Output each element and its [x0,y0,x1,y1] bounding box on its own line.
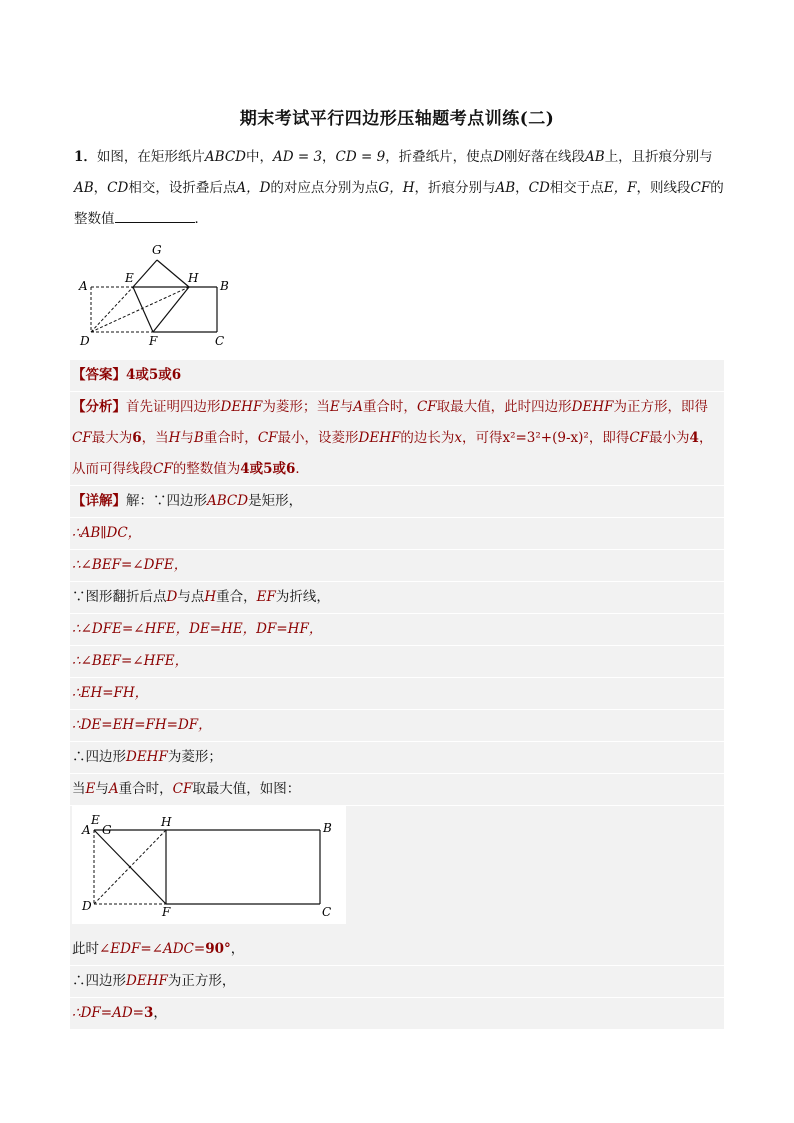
segment-eg [133,260,157,287]
analysis-equation: x²=3²+(9-x)² [502,430,589,446]
label-d: D [82,899,92,913]
segment-hf [153,287,189,332]
label-b: B [220,279,229,293]
detail-line-0: 【详解】解：∵四边形ABCD是矩形， [70,486,724,518]
label-b: B [323,821,332,835]
answer-line [70,360,724,392]
question-1: 1．如图，在矩形纸片ABCD中，AD = 3，CD = 9，折叠纸片，使点D刚好落在线段AB上，且折痕分别与AB，CD相交，设折叠后点A，D的对应点分别为点G，H，折痕分别与AB，CD相交于点E，F，则线段CF的整数值 ． [74,149,724,227]
label-g: G [102,823,112,837]
detail-tag: 【详解】 [72,493,126,509]
detail-line-8: ∴四边形DEHF为菱形； [70,742,724,774]
label-c: C [322,905,332,919]
detail-line-9: 当E与A重合时，CF取最大值，如图： [70,774,724,806]
segment-ef [133,287,153,332]
question-number: 1． [74,149,97,165]
detail-line-2: ∴∠BEF=∠DFE， [70,550,724,582]
figure-1-diagram [76,240,246,350]
label-d: D [80,334,90,348]
detail-line-5: ∴∠BEF=∠HFE， [70,646,724,678]
answer-value: 4或5或6 [126,367,182,383]
detail-line-11: ∴四边形DEHF为正方形， [70,966,724,998]
label-f: F [162,905,171,919]
label-c: C [215,334,225,348]
detail-line-10: 此时∠EDF=∠ADC=90°， [70,934,724,966]
label-g: G [152,243,162,257]
label-a: A [79,279,88,293]
label-e: E [125,271,134,285]
segment-dh-dashed [91,287,189,332]
solution-section [70,360,724,1030]
analysis-tag: 【分析】 [72,399,126,415]
label-a: A [82,823,91,837]
detail-line-4: ∴∠DFE=∠HFE，DE=HE，DF=HF， [70,614,724,646]
detail-line-7: ∴DE=EH=FH=DF， [70,710,724,742]
label-h: H [161,815,172,829]
detail-line-1: ∴AB∥DC， [70,518,724,550]
segment-gh [157,260,189,287]
answer-blank [115,208,195,223]
label-h: H [188,271,199,285]
detail-line-12: ∴DF=AD=3， [70,998,724,1030]
detail-line-6: ∴EH=FH， [70,678,724,710]
segment-de-dashed [91,287,133,332]
figure-2-diagram [72,806,346,924]
label-f: F [149,334,158,348]
page-title: 期末考试平行四边形压轴题考点训练(二) [239,109,555,129]
label-e: E [91,813,100,827]
figure-2-container [70,806,724,934]
analysis-paragraph: 【分析】首先证明四边形DEHF为菱形；当E与A重合时，CF取最大值，此时四边形DEHF为正方形，即得CF最大为6，当H与B重合时，CF最小，设菱形DEHF的边长为x，可得x²=3²+(9-x)²，即得CF最小为4，从而可得线段CF的整数值为4或5或6． [70,392,724,486]
detail-line-3: ∵图形翻折后点D与点H重合，EF为折线， [70,582,724,614]
answer-tag: 【答案】 [72,367,126,383]
